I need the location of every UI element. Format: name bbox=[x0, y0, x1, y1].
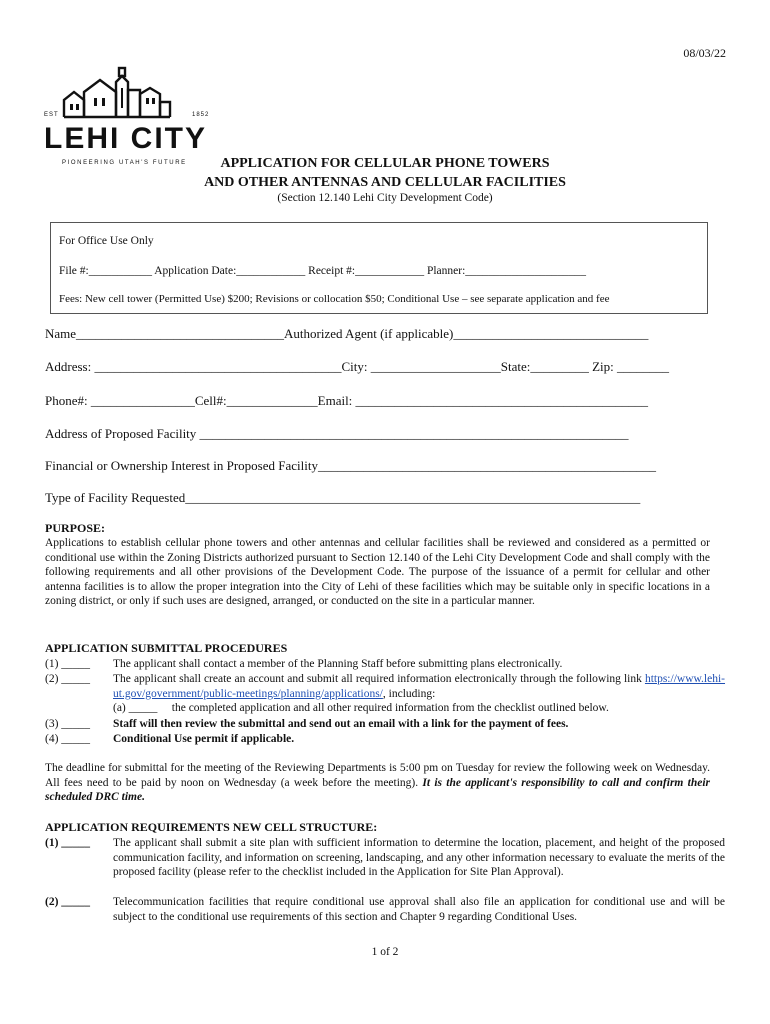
facility-type-field[interactable]: Type of Facility Requested______________________________________________________________________ bbox=[45, 490, 641, 505]
office-use-box bbox=[50, 222, 708, 314]
title-line-2: AND OTHER ANTENNAS AND CELLULAR FACILITIES bbox=[204, 175, 566, 190]
procedure-number[interactable]: (2) _____ bbox=[45, 673, 91, 685]
procedure-item-3 bbox=[45, 717, 725, 732]
phone-field[interactable]: Phone#: ________________Cell#:______________Email: _____________________________________________ bbox=[45, 393, 649, 408]
address-field[interactable]: Address: ______________________________________City: ____________________State:_________ Zip: ________ bbox=[45, 359, 669, 374]
office-use-fees: Fees: New cell tower (Permitted Use) $200; Revisions or collocation $50; Conditional Use – see separate application and fee bbox=[59, 293, 610, 305]
requirement-text: The applicant shall submit a site plan with sufficient information to determine the location, placement, and height of the proposed communication facility, and information on screening, landscaping, and any other information necessary to evaluate the merits of the proposed facility (please refer to the checklist included in the Application for Site Plan Approval). bbox=[113, 837, 725, 878]
procedure-item-1 bbox=[45, 657, 725, 672]
office-use-heading: For Office Use Only bbox=[59, 235, 154, 247]
procedure-subitem-a[interactable]: (a) _____ the completed application and all other required information from the checklist outlined below. bbox=[113, 702, 609, 714]
logo-tagline: PIONEERING UTAH'S FUTURE bbox=[62, 160, 187, 166]
procedure-number[interactable]: (3) _____ bbox=[45, 718, 91, 730]
procedure-number[interactable]: (4) _____ bbox=[45, 733, 91, 745]
procedure-text-main: The applicant shall create an account and submit all required information electronically through the following link bbox=[113, 673, 642, 685]
purpose-text: Applications to establish cellular phone towers and other antennas and cellular facilities shall be reviewed and considered as a permitted or conditional use within the Zoning Districts authorized pursuant to Section 12.140 of the Lehi City Development Code and shall comply with the following requirements and all other provisions of the Development Code. The purpose of the issuance of a permit for cellular and other antenna facilities is to allow the proper integration into the City of Lehi of these facilities which may be suitable only in specific locations in a zoning district, or only if such uses are designed, arranged, or conducted on the site in a particular manner. bbox=[45, 537, 710, 608]
procedure-item-2 bbox=[45, 672, 725, 716]
procedure-text: Staff will then review the submittal and send out an email with a link for the payment of fees. bbox=[113, 718, 569, 730]
requirement-item-2 bbox=[45, 895, 725, 925]
document-date: 08/03/22 bbox=[683, 46, 726, 60]
deadline-paragraph bbox=[45, 761, 710, 805]
requirement-item-1 bbox=[45, 836, 725, 894]
name-field[interactable]: Name________________________________Authorized Agent (if applicable)______________________________ bbox=[45, 326, 649, 341]
deadline-emphasis: It is the applicant's responsibility to call and confirm their scheduled DRC time. bbox=[45, 776, 710, 804]
procedure-number[interactable]: (1) _____ bbox=[45, 658, 91, 670]
procedures-heading: APPLICATION SUBMITTAL PROCEDURES bbox=[45, 641, 288, 655]
lehi-city-logo bbox=[44, 62, 210, 170]
requirement-number[interactable]: (1) _____ bbox=[45, 837, 91, 849]
financial-interest-field[interactable]: Financial or Ownership Interest in Proposed Facility____________________________________________________ bbox=[45, 458, 656, 473]
title-line-1: APPLICATION FOR CELLULAR PHONE TOWERS bbox=[220, 156, 550, 171]
logo-wordmark: LEHI CITY bbox=[44, 122, 208, 155]
procedure-text: Conditional Use permit if applicable. bbox=[113, 733, 295, 745]
office-use-line-1[interactable]: File #:___________ Application Date:____________ Receipt #:____________ Planner:_____________________ bbox=[59, 265, 587, 277]
requirements-heading: APPLICATION REQUIREMENTS NEW CELL STRUCTURE: bbox=[45, 820, 378, 834]
proposed-facility-field[interactable]: Address of Proposed Facility __________________________________________________________________ bbox=[45, 426, 629, 441]
procedure-item-4 bbox=[45, 732, 725, 747]
procedure-text bbox=[113, 672, 725, 716]
deadline-text: The deadline for submittal for the meeting of the Reviewing Departments is 5:00 pm on Tuesday for review the following week on Wednesday. All fees need to be paid by noon on Wednesday (a week before the meeting). bbox=[45, 762, 710, 789]
subtitle: (Section 12.140 Lehi City Development Code) bbox=[277, 192, 493, 204]
logo-year: 1852 bbox=[192, 112, 210, 118]
procedure-text: The applicant shall contact a member of the Planning Staff before submitting plans electronically. bbox=[113, 658, 563, 670]
procedure-text-after-link: , including: bbox=[382, 687, 436, 700]
logo-est: EST bbox=[44, 112, 59, 118]
requirement-number[interactable]: (2) _____ bbox=[45, 896, 91, 908]
requirement-text: Telecommunication facilities that require conditional use approval shall also file an application for conditional use and will be subject to the conditional use requirements of this section and Chapter 9 regarding Conditional Uses. bbox=[113, 896, 725, 923]
applications-link[interactable]: https://www.lehi-ut.gov/government/public-meetings/planning/applications/ bbox=[113, 673, 726, 700]
purpose-heading: PURPOSE: bbox=[45, 521, 105, 535]
page-number: 1 of 2 bbox=[371, 946, 399, 958]
